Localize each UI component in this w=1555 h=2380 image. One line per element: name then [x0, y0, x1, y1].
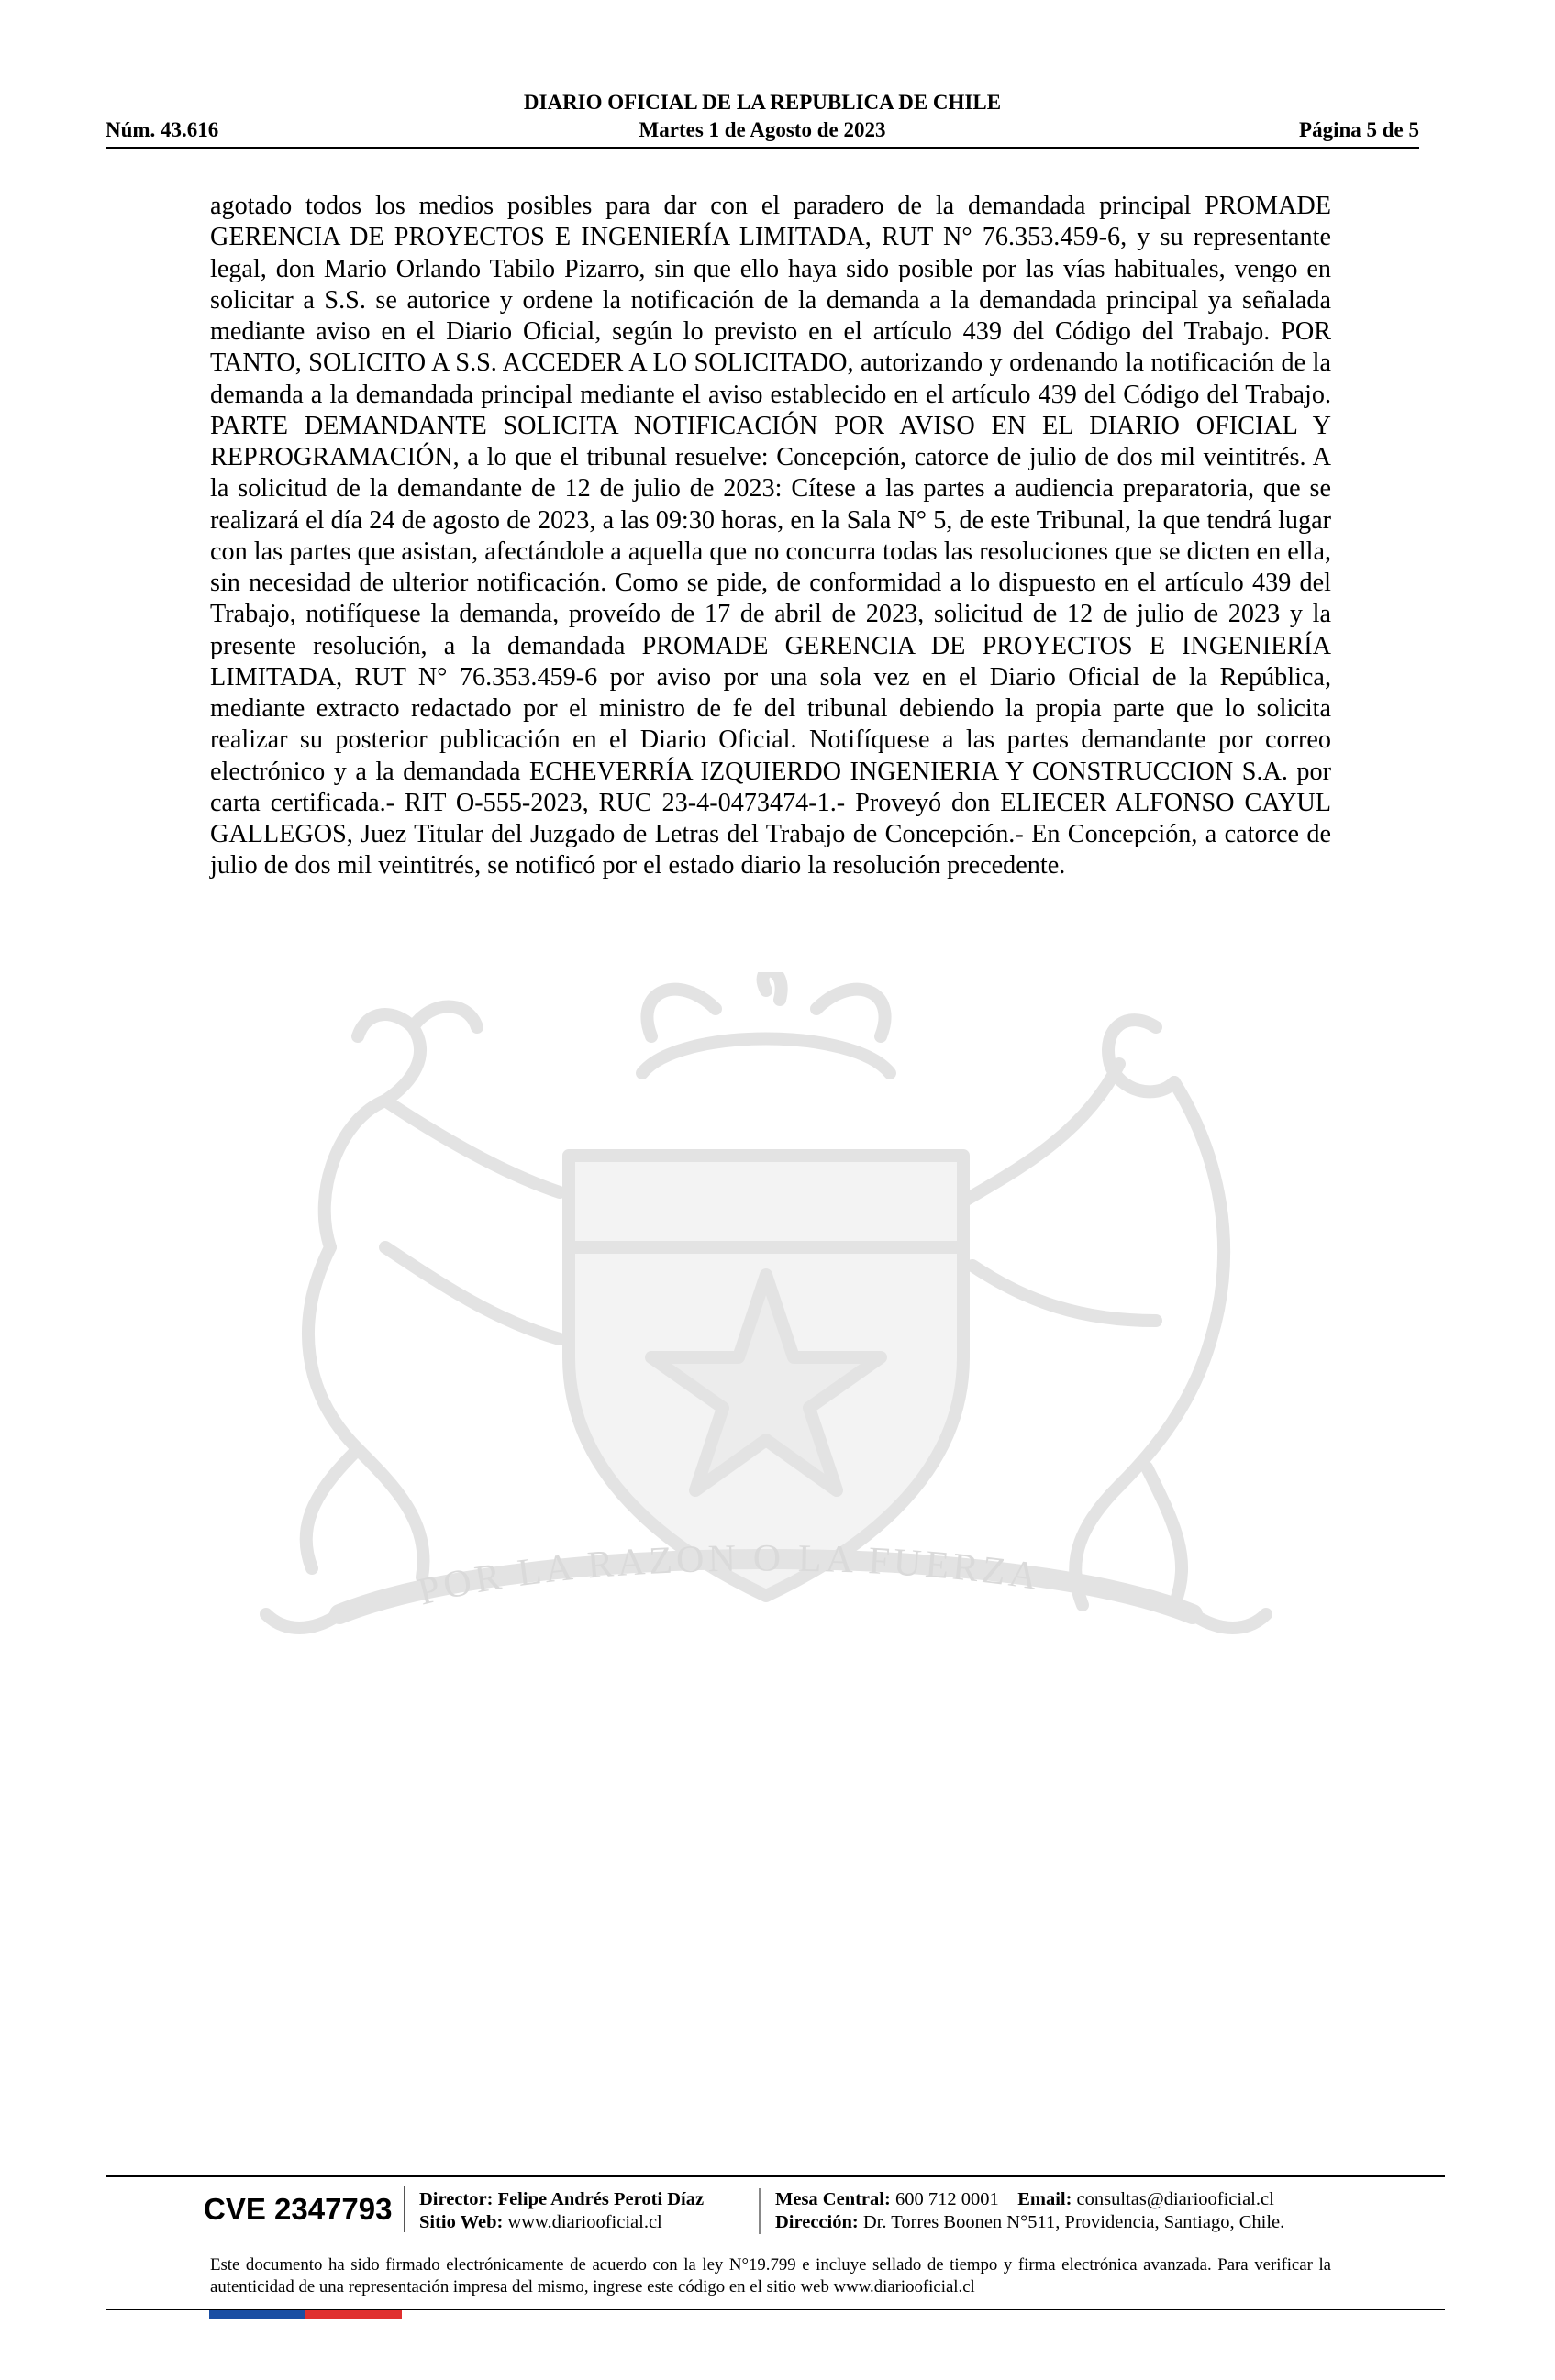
email-label: Email: — [1017, 2189, 1072, 2209]
watermark-motto: POR LA RAZON O LA FUERZA — [414, 1537, 1044, 1614]
site-link[interactable]: www.diariooficial.cl — [507, 2212, 662, 2232]
contact-info — [775, 2188, 1436, 2234]
flag-color-bar — [209, 2310, 402, 2319]
mesa-label: Mesa Central: — [775, 2189, 891, 2209]
page-number: Página 5 de 5 — [1299, 118, 1419, 141]
flag-blue-segment — [209, 2310, 305, 2319]
svg-text:POR LA RAZON O LA FUERZA — [414, 1537, 1043, 1613]
director-label: Director: — [419, 2189, 494, 2209]
site-label: Sitio Web: — [419, 2212, 504, 2232]
director-name: Felipe Andrés Peroti Díaz — [497, 2189, 705, 2209]
coat-of-arms-watermark — [202, 972, 1330, 1669]
issue-number: Núm. 43.616 — [106, 118, 219, 141]
legal-notice-text: agotado todos los medios posibles para dar con el paradero de la demandada principal PROMADE GERENCIA DE PROYECTOS E INGENIERÍA LIMITADA, RUT N° 76.353.459-6, y su representante legal, don Mario Orlando Tabilo Pizarro, sin que ello haya sido posible por las vías habituales, vengo en solicitar a S.S. se autorice y ordene la notificación de la demanda a la demandada principal ya señalada mediante aviso en el Diario Oficial, según lo previsto en el artículo 439 del Código del Trabajo. POR TANTO, SOLICITO A S.S. ACCEDER A LO SOLICITADO, autorizando y ordenando la notificación de la demanda a la demandada principal mediante el aviso establecido en el artículo 439 del Código del Trabajo. PARTE DEMANDANTE SOLICITA NOTIFICACIÓN POR AVISO EN EL DIARIO OFICIAL Y REPROGRAMACIÓN, a lo que el tribunal resuelve: Concepción, catorce de julio de dos mil veintitrés. A la solicitud de la demandante de 12 de julio de 2023: Cítese a las partes a audiencia preparatoria, que se realizará el día 24 de agosto de 2023, a las 09:30 horas, en la Sala N° 5, de este Tribunal, la que tendrá lugar con las partes que asistan, afectándole a aquella que no concurra todas las resoluciones que se dicten en ella, sin necesidad de ulterior notificación. Como se pide, de conformidad a lo dispuesto en el artículo 439 del Trabajo, notifíquese la demanda, proveído de 17 de abril de 2023, solicitud de 12 de julio de 2023 y la presente resolución, a la demandada PROMADE GERENCIA DE PROYECTOS E INGENIERÍA LIMITADA, RUT N° 76.353.459-6 por aviso por una sola vez en el Diario Oficial de la República, mediante extracto redactado por el ministro de fe del tribunal debiendo la propia parte que lo solicita realizar su posterior publicación en el Diario Oficial. Notifíquese a las partes demandante por correo electrónico y a la demandada ECHEVERRÍA IZQUIERDO INGENIERIA Y CONSTRUCCION S.A. por carta certificada.- RIT O-555-2023, RUC 23-4-0473474-1.- Proveyó don ELIECER ALFONSO CAYUL GALLEGOS, Juez Titular del Juzgado de Letras del Trabajo de Concepción.- En Concepción, a catorce de julio de dos mil veintitrés, se notificó por el estado diario la resolución precedente. — [210, 192, 1331, 880]
page-header — [106, 90, 1419, 149]
mesa-phone: 600 712 0001 — [894, 2189, 999, 2209]
address-text: Dr. Torres Boonen N°511, Providencia, Santiago, Chile. — [862, 2212, 1285, 2232]
director-info — [419, 2188, 761, 2234]
issue-date: Martes 1 de Agosto de 2023 — [639, 118, 886, 141]
cve-code: CVE 2347793 — [204, 2186, 405, 2232]
email-link[interactable]: consultas@diariooficial.cl — [1076, 2189, 1274, 2209]
signature-disclaimer: Este documento ha sido firmado electrónicamente de acuerdo con la ley N°19.799 e incluye sellado de tiempo y firma electrónica avanzada. Para verificar la autenticidad de una representación impresa del mismo, ingrese este código en el sitio web www.diariooficial.cl — [210, 2255, 1331, 2297]
address-label: Dirección: — [775, 2212, 859, 2232]
newspaper-title: DIARIO OFICIAL DE LA REPUBLICA DE CHILE — [523, 91, 1002, 114]
flag-red-segment — [305, 2310, 402, 2319]
footer-divider — [106, 2175, 1445, 2177]
